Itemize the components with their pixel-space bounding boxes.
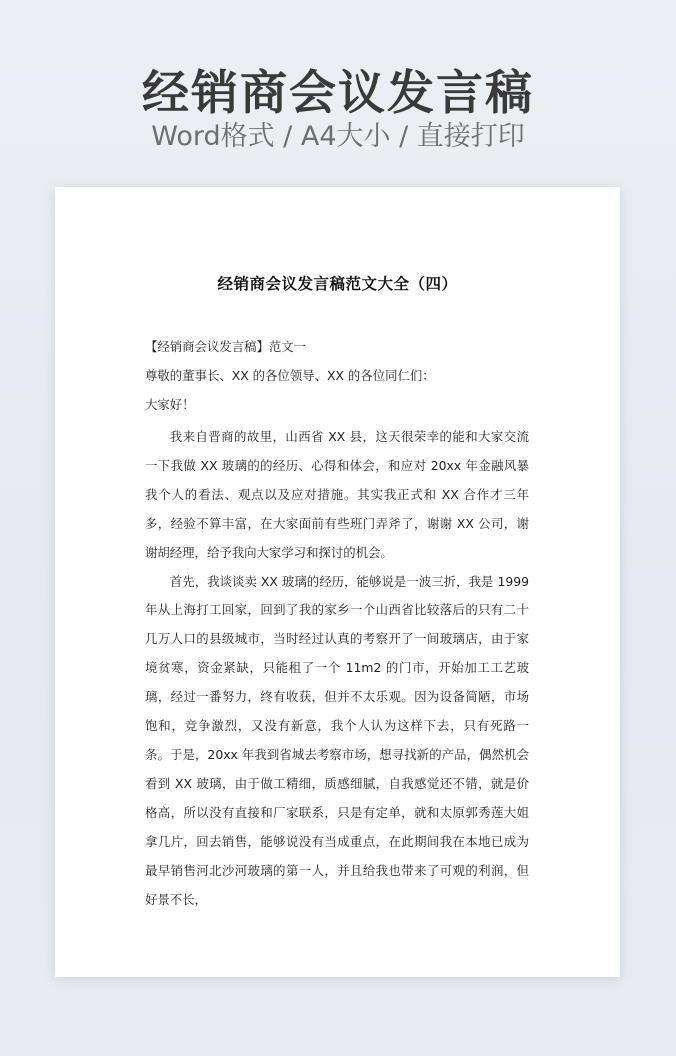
salutation: 尊敬的董事长、XX 的各位领导、XX 的各位同仁们： [145, 368, 435, 383]
banner-subtitle: Word格式 / A4大小 / 直接打印 [151, 121, 525, 152]
body-paragraph-2: 首先，我谈谈卖 XX 玻璃的经历，能够说是一波三折，我是 1999 年从上海打工回家，回到了我的家乡一个山西省比较落后的只有二十几万人口的县级城市，当时经过认真的考察开了一间玻璃店，由于家境贫寒，资金紧缺，只能租了一个 11m2 的门市，开始加工工艺玻璃，经过一番努力，终有收获，但并不太乐观。因为设备简陋，市场饱和，竞争激烈，又没有新意，我个人认为这样下去，只有死路一条。于是，20xx 年我到省城去考察市场，想寻找新的产品，偶然机会看到 XX 玻璃，由于做工精细，质感细腻，自我感觉还不错，就是价格高，所以没有直接和厂家联系，只是有定单，就和太原郭秀莲大姐拿几片，回去销售，能够说没有当成重点，在此期间我在本地已成为最早销售河北沙河玻璃的第一人，并且给我也带来了可观的利润，但好景不长， [145, 573, 529, 907]
document-body [145, 423, 529, 914]
document-heading: 经销商会议发言稿范文大全（四） [217, 275, 458, 293]
document-page [55, 187, 620, 977]
greeting: 大家好！ [145, 397, 195, 412]
section-label: 【经销商会议发言稿】范文一 [145, 339, 307, 354]
banner-title: 经销商会议发言稿 [142, 66, 534, 121]
body-paragraph-1: 我来自晋商的故里，山西省 XX 县，这天很荣幸的能和大家交流一下我做 XX 玻璃的的经历、心得和体会，和应对 20xx 年金融风暴我个人的看法、观点以及应对措施。其实我正式和 XX 合作才三年多，经验不算丰富，在大家面前有些班门弄斧了，谢谢 XX 公司，谢谢胡经理，给予我向大家学习和探讨的机会。 [145, 429, 529, 560]
